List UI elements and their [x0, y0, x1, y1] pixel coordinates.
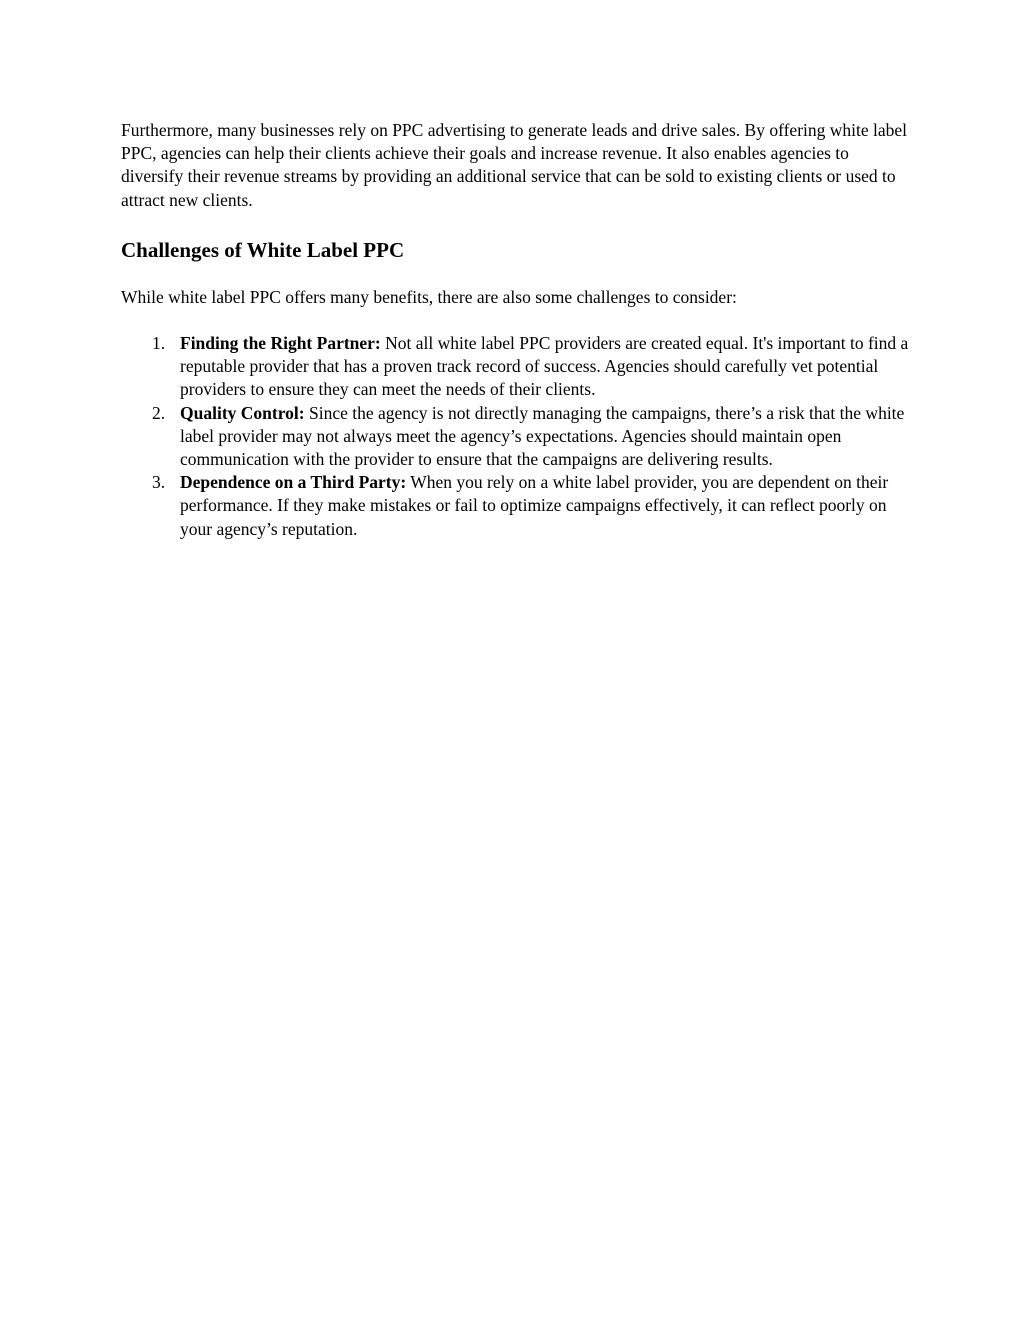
list-item-text: Not all white label PPC providers are created equal. It's important to find a reputable provider that has a proven track record of success. Agencies should carefully vet potential providers to ensure they can meet the needs of their clients. — [180, 333, 909, 400]
list-item-term: Finding the Right Partner: — [180, 333, 381, 354]
list-item-term: Dependence on a Third Party: — [180, 472, 407, 493]
body-paragraph: Furthermore, many businesses rely on PPC advertising to generate leads and drive sales. By offering white label PPC, agencies can help their clients achieve their goals and increase revenue. It also enables agencies to diversify their revenue streams by providing an additional service that can be sold to existing clients or used to attract new clients. — [121, 120, 908, 210]
list-item-term: Quality Control: — [180, 402, 305, 423]
intro-paragraph: While white label PPC offers many benefits, there are also some challenges to consider: — [121, 286, 737, 307]
list-item-number: 3. — [152, 472, 166, 493]
section-heading: Challenges of White Label PPC — [121, 237, 405, 262]
list-item — [121, 402, 911, 472]
list-item-text: When you rely on a white label provider, you are dependent on their performance. If they make mistakes or fail to optimize campaigns effectively, it can reflect poorly on your agency’s reputation. — [180, 472, 889, 539]
list-item — [121, 332, 911, 402]
list-item-number: 1. — [152, 333, 166, 354]
challenges-list — [121, 332, 911, 541]
document-page — [121, 119, 911, 541]
list-item-number: 2. — [152, 402, 166, 423]
list-item-text: Since the agency is not directly managing the campaigns, there’s a risk that the white label provider may not always meet the agency’s expectations. Agencies should maintain open communication with the provider to ensure that the campaigns are delivering results. — [180, 402, 905, 470]
list-item — [121, 471, 911, 541]
